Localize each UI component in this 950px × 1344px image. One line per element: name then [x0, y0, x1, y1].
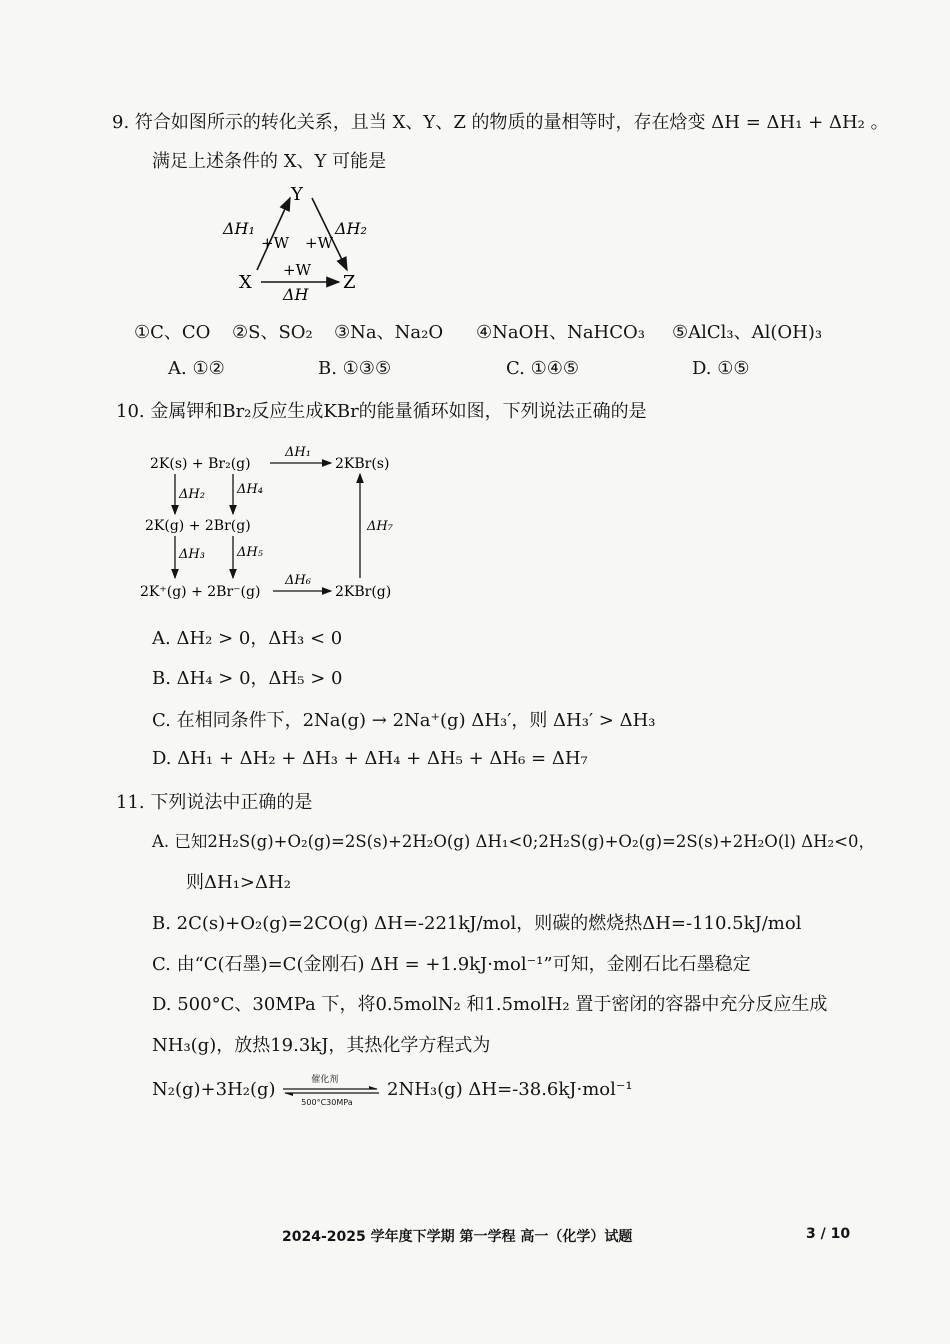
q11-option-a[interactable]: A. 已知2H₂S(g)+O₂(g)=2S(s)+2H₂O(g) ΔH₁<0;2H₂S(g)+O₂(g)=2S(s)+2H₂O(l) ΔH₂<0， — [152, 832, 875, 851]
q9-option-b[interactable]: B. ①③⑤ — [318, 358, 392, 379]
q11-option-a-line2: 则ΔH₁>ΔH₂ — [186, 872, 291, 893]
q10-label-dh6: ΔH₆ — [285, 573, 311, 588]
q10-mid-left: 2K(g) + 2Br(g) — [145, 518, 251, 534]
q10-option-b[interactable]: B. ΔH₄ > 0，ΔH₅ > 0 — [152, 668, 343, 689]
q10-option-d[interactable]: D. ΔH₁ + ΔH₂ + ΔH₃ + ΔH₄ + ΔH₅ + ΔH₆ = ΔH₇ — [152, 748, 588, 769]
q11-eq-left: N₂(g)+3H₂(g) — [152, 1079, 276, 1100]
q9-diagram — [215, 178, 385, 308]
q9-choice-1: ①C、CO — [134, 322, 211, 343]
q11-option-c[interactable]: C. 由“C(石墨)=C(金刚石) ΔH = +1.9kJ·mol⁻¹”可知，金刚石比石墨稳定 — [152, 954, 751, 975]
q11-eq-catalyst: 催化剂 — [311, 1075, 339, 1085]
q11-option-d-line2: NH₃(g)，放热19.3kJ，其热化学方程式为 — [152, 1035, 491, 1056]
q9-label-w-bottom: +W — [283, 261, 311, 279]
q9-choice-3: ③Na、Na₂O — [334, 322, 444, 343]
q10-label-dh2: ΔH₂ — [179, 487, 205, 502]
q10-bottom-right: 2KBr(g) — [335, 584, 392, 600]
q9-label-dh1: ΔH₁ — [223, 219, 255, 238]
q10-bottom-left: 2K⁺(g) + 2Br⁻(g) — [140, 584, 261, 600]
q9-stem — [112, 108, 889, 134]
q10-label-dh4: ΔH₄ — [237, 482, 263, 497]
q10-top-right: 2KBr(s) — [335, 456, 390, 472]
q9-option-d[interactable]: D. ①⑤ — [692, 358, 750, 379]
q9-label-w-right: +W — [305, 234, 333, 252]
q9-label-w-left: +W — [261, 234, 289, 252]
footer-title: 2024-2025 学年度下学期 第一学程 高一（化学）试题 — [282, 1229, 633, 1245]
q11-eq-right: 2NH₃(g) ΔH=-38.6kJ·mol⁻¹ — [387, 1079, 633, 1100]
q11-option-d[interactable]: D. 500°C、30MPa 下，将0.5molN₂ 和1.5molH₂ 置于密闭的容器中充分反应生成 — [152, 994, 828, 1015]
q9-label-dh2: ΔH₂ — [335, 219, 367, 238]
q9-node-z: Z — [343, 272, 356, 293]
q10-option-c[interactable]: C. 在相同条件下，2Na(g) → 2Na⁺(g) ΔH₃′，则 ΔH₃′ > ΔH₃ — [152, 710, 656, 731]
q11-eq-conditions: 500°C30MPa — [301, 1098, 353, 1107]
q11-stem: 11. 下列说法中正确的是 — [116, 792, 313, 813]
q10-label-dh5: ΔH₅ — [237, 545, 263, 560]
q10-stem: 10. 金属钾和Br₂反应生成KBr的能量循环如图，下列说法正确的是 — [116, 401, 647, 422]
q11-option-b[interactable]: B. 2C(s)+O₂(g)=2CO(g) ΔH=-221kJ/mol，则碳的燃烧热ΔH=-110.5kJ/mol — [152, 913, 802, 934]
q10-cycle-diagram — [135, 438, 425, 608]
q9-stem-text: 9. 符合如图所示的转化关系，且当 X、Y、Z 的物质的量相等时，存在焓变 — [112, 112, 706, 133]
q10-label-dh7: ΔH₇ — [367, 519, 393, 534]
q10-top-left: 2K(s) + Br₂(g) — [150, 456, 251, 472]
q9-choice-4: ④NaOH、NaHCO₃ — [476, 322, 645, 343]
q9-option-c[interactable]: C. ①④⑤ — [506, 358, 579, 379]
q9-node-x: X — [239, 272, 252, 293]
q10-label-dh1: ΔH₁ — [285, 445, 311, 460]
q11-eq-arrow — [281, 1075, 381, 1107]
q9-option-a[interactable]: A. ①② — [168, 358, 225, 379]
q9-stem-line2: 满足上述条件的 X、Y 可能是 — [152, 151, 387, 172]
q9-label-dh: ΔH — [283, 285, 309, 304]
q11-equation — [152, 1075, 633, 1107]
q10-option-a[interactable]: A. ΔH₂ > 0，ΔH₃ < 0 — [152, 628, 343, 649]
q11-eq-reversible-arrow-icon — [281, 1086, 381, 1096]
q10-label-dh3: ΔH₃ — [179, 547, 205, 562]
q9-node-y: Y — [291, 184, 303, 205]
q9-choice-5: ⑤AlCl₃、Al(OH)₃ — [672, 322, 823, 343]
q9-stem-formula: ΔH = ΔH₁ + ΔH₂ 。 — [711, 112, 889, 133]
q9-choice-2: ②S、SO₂ — [232, 322, 313, 343]
page-number: 3 / 10 — [806, 1226, 851, 1242]
